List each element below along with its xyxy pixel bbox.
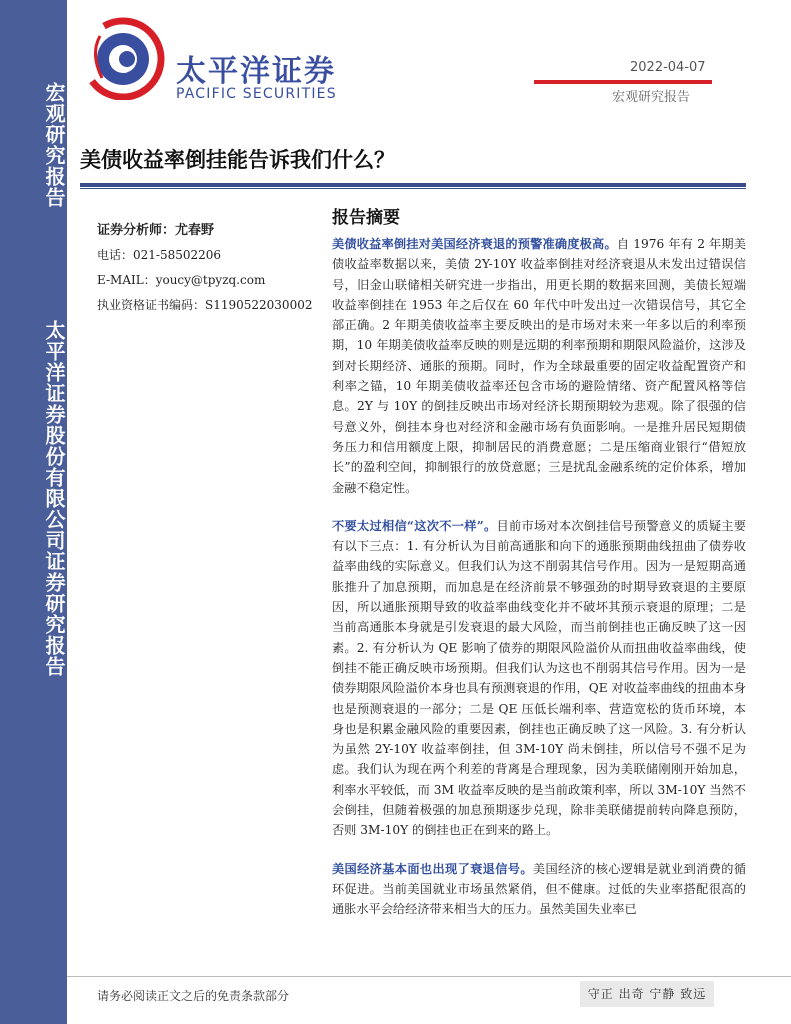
company-name-cn: 太平洋证券 bbox=[176, 54, 336, 89]
footer-disclaimer: 请务必阅读正文之后的免责条款部分 bbox=[97, 989, 290, 1003]
analyst-name-row bbox=[97, 221, 312, 246]
summary-paragraph bbox=[332, 234, 746, 498]
summary-heading: 报告摘要 bbox=[332, 208, 400, 228]
paragraph-body: 目前市场对本次倒挂信号预警意义的质疑主要有以下三点：1. 有分析认为目前高通胀和向下的通胀预期曲线扭曲了债券收益率曲线的实际意义。但我们认为这不削弱其信号作用。因为一是短期高通胀推升了加息预期，而加息是在经济前景不够强劲的时期导致衰退的主要原因，所以通胀预期导致的收益率曲线变化并不破坏其预示衰退的原理；二是当前高通胀本身就是引发衰退的最大风险，而当前倒挂也正确反映了这一因素。2. 有分析认为 QE 影响了债券的期限风险溢价从而扭曲收益率曲线，使倒挂不能正确反映市场预期。但我们认为这也不削弱其信号作用。因为一是债券期限风险溢价本身也具有预测衰退的作用，QE 对收益率曲线的扭曲本身也是预测衰退的一部分；二是 QE 压低长端利率、营造宽松的货币环境，本身也是积累金融风险的重要因素，倒挂也正确反映了这一风险。3. 有分析认为虽然 2Y-10Y 收益率倒挂，但 3M-10Y 尚未倒挂，所以信号不强不足为虑。我们认为现在两个利差的背离是合理现象，因为美联储刚刚开始加息，利率水平较低，而 3M 收益率反映的是当前政策利率，所以 3M-10Y 当然不会倒挂，但随着极强的加息预期逐步兑现，除非美联储提前转向降息预防，否则 3M-10Y 的倒挂也正在到来的路上。 bbox=[332, 518, 746, 838]
analyst-phone: 电话：021-58502206 bbox=[97, 248, 222, 262]
side-report-type-label: 宏观研究报告 bbox=[42, 82, 66, 208]
header-accent-line bbox=[534, 80, 712, 84]
analyst-info bbox=[97, 221, 312, 321]
paragraph-body: 美国经济的核心逻辑是就业到消费的循环促进。当前美国就业市场虽然紧俏，但不健康。过低的失业率搭配很高的通胀水平会给经济带来相当大的压力。虽然美国失业率已 bbox=[332, 861, 746, 917]
company-name-en: PACIFIC SECURITIES bbox=[176, 86, 337, 102]
summary-paragraph bbox=[332, 516, 746, 841]
pacific-securities-logo-icon bbox=[80, 14, 166, 100]
paragraph-body: 自 1976 年有 2 年期美债收益率数据以来，美债 2Y-10Y 收益率倒挂对经济衰退从未发出过错误信号，旧金山联储相关研究进一步指出，用更长期的数据来回测，美债长短端收益率倒挂在 1953 年之后仅在 60 年代中叶发出过一次错误信号，其它全部正确。2 年期美债收益率主要反映出的是市场对未来一年多以后的利率预期，10 年期美债收益率反映的则是远期的利率预期和期限风险溢价，这涉及到对长期经济、通胀的预期。同时，作为全球最重要的固定收益配置资产和利率之锚，10 年期美债收益率还包含市场的避险情绪、资产配置风格等信息。2Y 与 10Y 的倒挂反映出市场对经济长期预期较为悲观。除了很强的信号意义外，倒挂本身也对经济和金融市场有负面影响。一是推升居民短期债务压力和信用额度上限，抑制居民的消费意愿；二是压缩商业银行“借短放长”的盈利空间，抑制银行的放贷意愿；三是扰乱金融系统的定价体系，增加金融不稳定性。 bbox=[332, 237, 746, 495]
analyst-label: 证券分析师： bbox=[97, 223, 176, 238]
summary-paragraph bbox=[332, 859, 746, 920]
footer-divider bbox=[67, 976, 791, 977]
summary-body bbox=[332, 234, 746, 938]
analyst-email[interactable]: E-MAIL：youcy@tpyzq.com bbox=[97, 273, 266, 287]
analyst-name: 尤春野 bbox=[175, 223, 215, 238]
analyst-cert: 执业资格证书编码：S1190522030002 bbox=[97, 298, 313, 312]
report-title: 美债收益率倒挂能告诉我们什么？ bbox=[80, 147, 395, 172]
paragraph-lead: 不要太过相信“这次不一样”。 bbox=[332, 518, 497, 533]
footer-motto: 守正 出奇 宁静 致远 bbox=[580, 981, 714, 1007]
paragraph-lead: 美国经济基本面也出现了衰退信号。 bbox=[332, 861, 533, 876]
title-divider bbox=[80, 183, 746, 187]
report-type: 宏观研究报告 bbox=[612, 90, 691, 105]
side-company-label: 太平洋证券股份有限公司证券研究报告 bbox=[42, 319, 66, 677]
title-divider-thin bbox=[80, 188, 746, 189]
report-date: 2022-04-07 bbox=[630, 60, 706, 75]
paragraph-lead: 美债收益率倒挂对美国经济衰退的预警准确度极高。 bbox=[332, 237, 617, 251]
